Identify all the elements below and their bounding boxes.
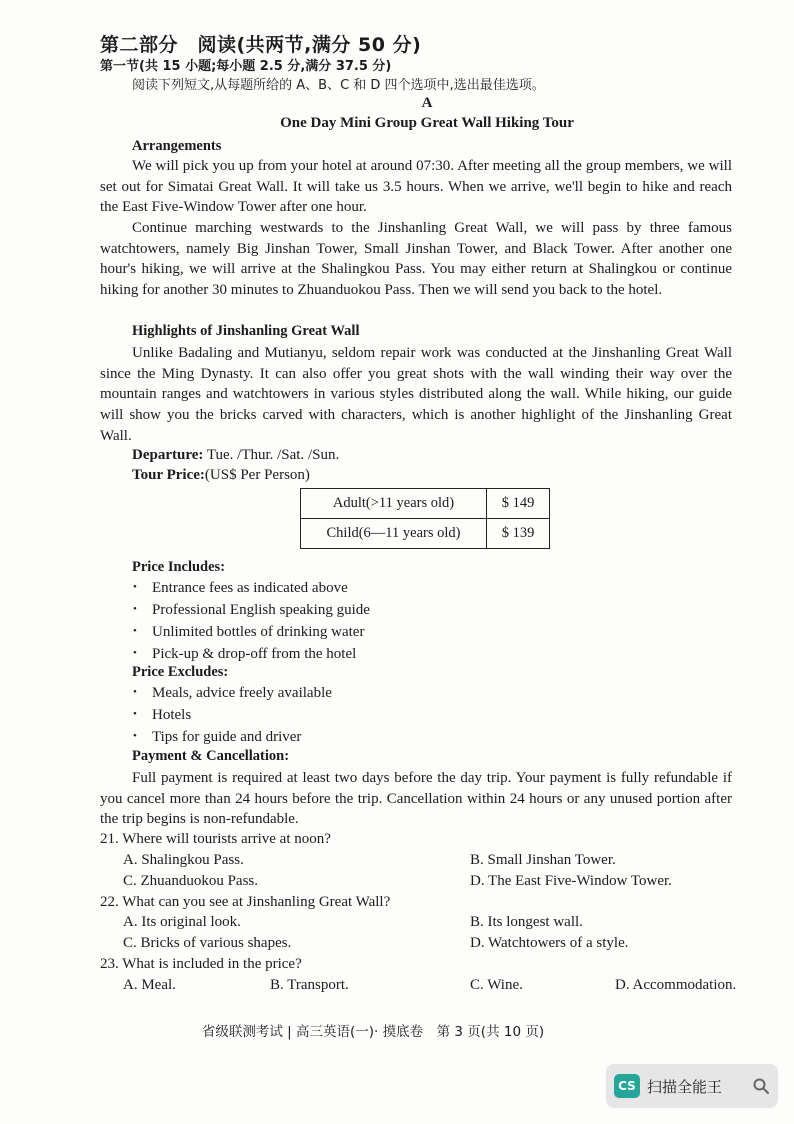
payment-heading: Payment & Cancellation: — [132, 748, 290, 764]
question-22-option-c: C. Bricks of various shapes. — [123, 935, 292, 951]
price-excludes-list — [133, 682, 332, 748]
question-22-option-a: A. Its original look. — [123, 914, 241, 930]
camscanner-app-name: 扫描全能王 — [647, 1078, 723, 1096]
price-includes-heading: Price Includes: — [132, 559, 226, 575]
departure-days: Tue. /Thur. /Sat. /Sun. — [203, 447, 340, 463]
list-item: • Tips for guide and driver — [133, 726, 332, 748]
question-22-option-d: D. Watchtowers of a style. — [470, 935, 629, 951]
list-item: • Unlimited bottles of drinking water — [133, 621, 370, 643]
price-row-label: Child(6—11 years old) — [301, 519, 487, 549]
highlights-paragraph: Unlike Badaling and Mutianyu, seldom repair work was conducted at the Jinshanling Great Wall since the Ming Dynasty. It can also offer you great shots with the wall winding their way over the mountain ranges and watchtowers in various styles distributed along the wall. While hiking, our guide will show you the bricks carved with characters, which is another highlight of the Jinshanling Great Wall. — [100, 345, 732, 444]
departure-line — [132, 447, 339, 464]
list-item: • Entrance fees as indicated above — [133, 577, 370, 599]
question-23-option-b: B. Transport. — [270, 977, 349, 993]
passage-letter: A — [421, 95, 433, 111]
price-table — [300, 488, 550, 549]
price-excludes-heading: Price Excludes: — [132, 664, 229, 680]
question-23-stem: 23. What is included in the price? — [100, 956, 302, 972]
price-row-value: $ 139 — [487, 519, 550, 549]
question-21-option-b: B. Small Jinshan Tower. — [470, 852, 616, 868]
tour-price-unit: (US$ Per Person) — [204, 467, 310, 483]
tour-price-line — [132, 467, 310, 484]
question-23-option-d: D. Accommodation. — [615, 977, 737, 993]
question-21-option-c: C. Zhuanduokou Pass. — [123, 873, 258, 889]
table-row — [301, 519, 550, 549]
camscanner-watermark — [606, 1064, 778, 1108]
part-title: 第二部分 阅读(共两节,满分 50 分) — [100, 34, 422, 56]
question-22-stem: 22. What can you see at Jinshanling Great Wall? — [100, 894, 391, 910]
section-title: 第一节(共 15 小题;每小题 2.5 分,满分 37.5 分) — [100, 59, 392, 74]
list-item: • Hotels — [133, 704, 332, 726]
question-23-option-c: C. Wine. — [470, 977, 523, 993]
price-includes-list — [133, 577, 370, 665]
instruction-text: 阅读下列短文,从每题所给的 A、B、C 和 D 四个选项中,选出最佳选项。 — [132, 78, 545, 93]
list-item: • Meals, advice freely available — [133, 682, 332, 704]
highlights-heading: Highlights of Jinshanling Great Wall — [132, 323, 360, 339]
arrangements-paragraph-2: Continue marching westwards to the Jinshanling Great Wall, we will pass by three famous watchtowers, namely Big Jinshan Tower, Small Jinshan Tower, and Black Tower. After another one hour's hiking, we will arrive at the Shalingkou Pass. You may either return at Shalingkou or continue hiking for another 30 minutes to Zhuanduokou Pass. Then we will send you back to the hotel. — [100, 220, 732, 299]
arrangements-paragraph-1: We will pick you up from your hotel at around 07:30. After meeting all the group members, we will set out for Simatai Great Wall. It will take us 3.5 hours. When we arrive, we'll begin to hike and reach the East Five-Window Tower after one hour. — [100, 158, 732, 216]
page-footer: 省级联测考试 | 高三英语(一)· 摸底卷 第 3 页(共 10 页) — [201, 1024, 545, 1040]
arrangements-heading: Arrangements — [132, 138, 222, 154]
price-row-label: Adult(>11 years old) — [301, 489, 487, 519]
question-23-option-a: A. Meal. — [123, 977, 176, 993]
question-21-option-a: A. Shalingkou Pass. — [123, 852, 244, 868]
question-22-option-b: B. Its longest wall. — [470, 914, 583, 930]
camscanner-logo: CS — [614, 1074, 640, 1098]
departure-label: Departure: — [132, 447, 204, 463]
price-row-value: $ 149 — [487, 489, 550, 519]
list-item: • Pick-up & drop-off from the hotel — [133, 643, 370, 665]
question-21-option-d: D. The East Five-Window Tower. — [470, 873, 672, 889]
payment-paragraph: Full payment is required at least two days before the day trip. Your payment is fully refundable if you cancel more than 24 hours before the trip. Cancellation within 24 hours or any unused portion after the trip begins is non-refundable. — [100, 770, 732, 828]
question-21-stem: 21. Where will tourists arrive at noon? — [100, 831, 331, 847]
list-item: • Professional English speaking guide — [133, 599, 370, 621]
search-icon[interactable] — [752, 1077, 770, 1095]
passage-title: One Day Mini Group Great Wall Hiking Tour — [280, 115, 574, 131]
tour-price-label: Tour Price: — [132, 467, 205, 483]
table-row — [301, 489, 550, 519]
